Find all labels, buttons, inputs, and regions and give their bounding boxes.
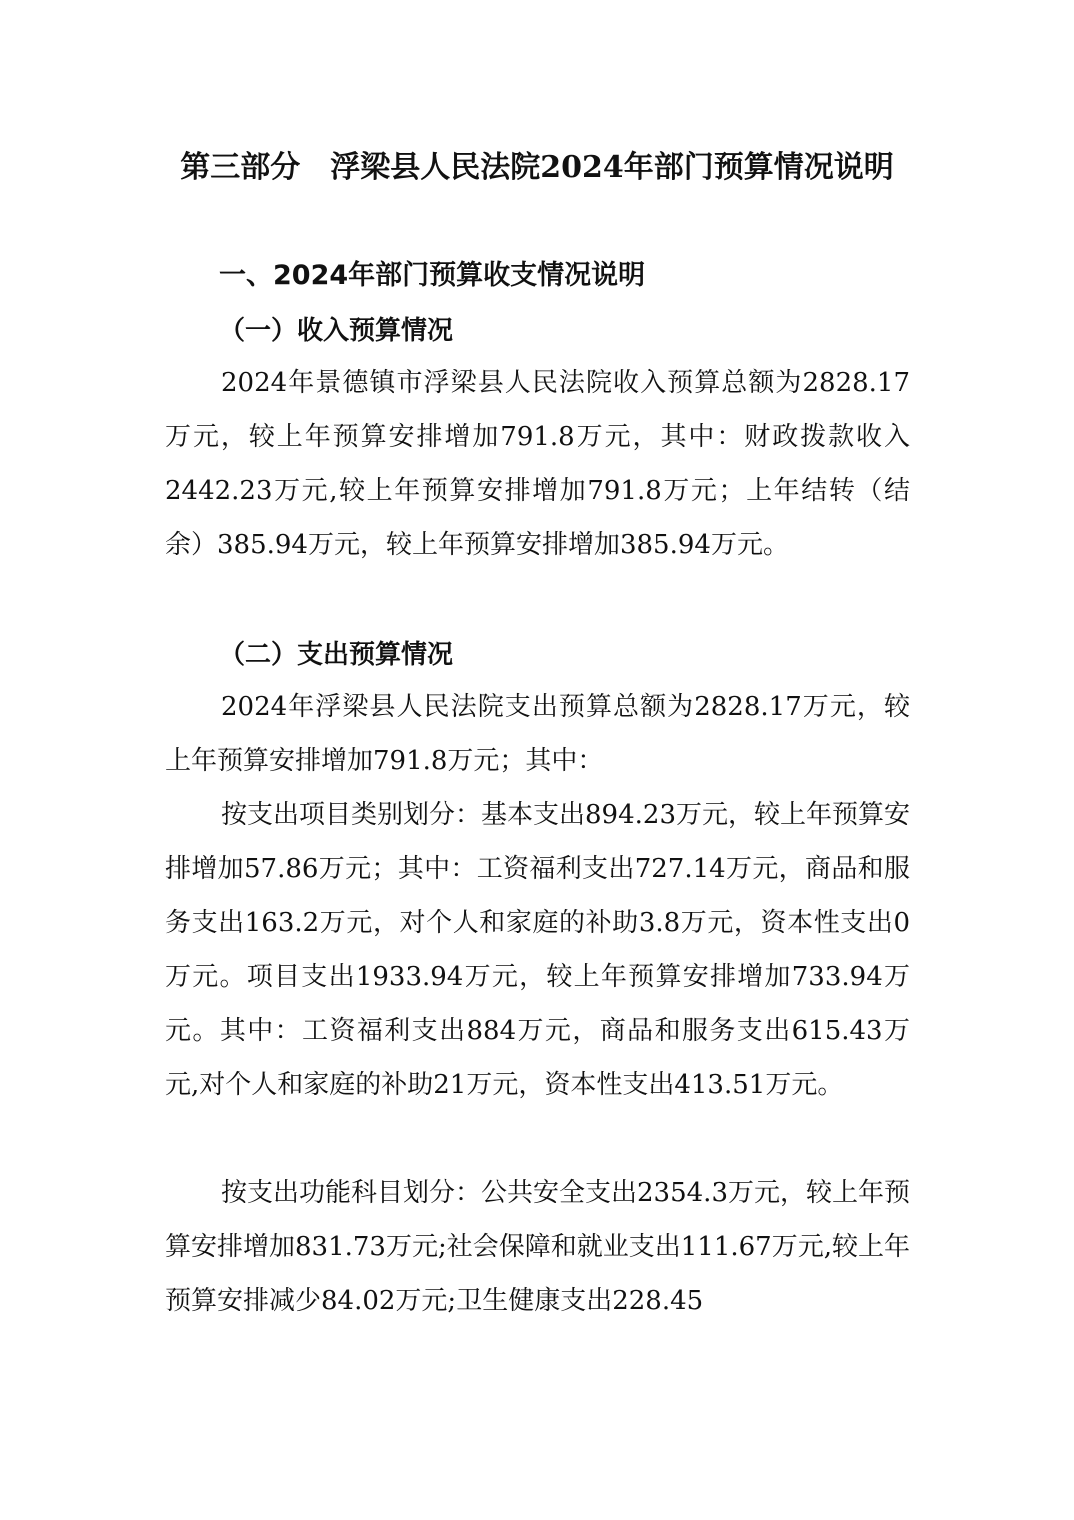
expenditure-paragraph-3: 按支出功能科目划分：公共安全支出2354.3万元，较上年预算安排增加831.73万元;社会保障和就业支出111.67万元,较上年预算安排减少84.02万元;卫生健康支出228.45 [165, 1178, 910, 1316]
expenditure-paragraph-1: 2024年浮梁县人民法院支出预算总额为2828.17万元，较上年预算安排增加791.8万元；其中： [165, 692, 910, 776]
subsection-heading-expenditure: （二）支出预算情况 [219, 640, 454, 670]
expenditure-paragraph-2: 按支出项目类别划分：基本支出894.23万元，较上年预算安排增加57.86万元；其中：工资福利支出727.14万元，商品和服务支出163.2万元，对个人和家庭的补助3.8万元，资本性支出0万元。项目支出1933.94万元，较上年预算安排增加733.94万元。其中：工资福利支出884万元，商品和服务支出615.43万元,对个人和家庭的补助21万元，资本性支出413.51万元。 [165, 800, 910, 1100]
income-paragraph: 2024年景德镇市浮梁县人民法院收入预算总额为2828.17万元，较上年预算安排增加791.8万元，其中：财政拨款收入2442.23万元,较上年预算安排增加791.8万元；上年结转（结余）385.94万元，较上年预算安排增加385.94万元。 [165, 368, 910, 560]
subsection-heading-income: （一）收入预算情况 [219, 316, 454, 346]
section-heading-1: 一、2024年部门预算收支情况说明 [219, 260, 646, 291]
page-title: 第三部分 浮梁县人民法院2024年部门预算情况说明 [180, 150, 894, 185]
